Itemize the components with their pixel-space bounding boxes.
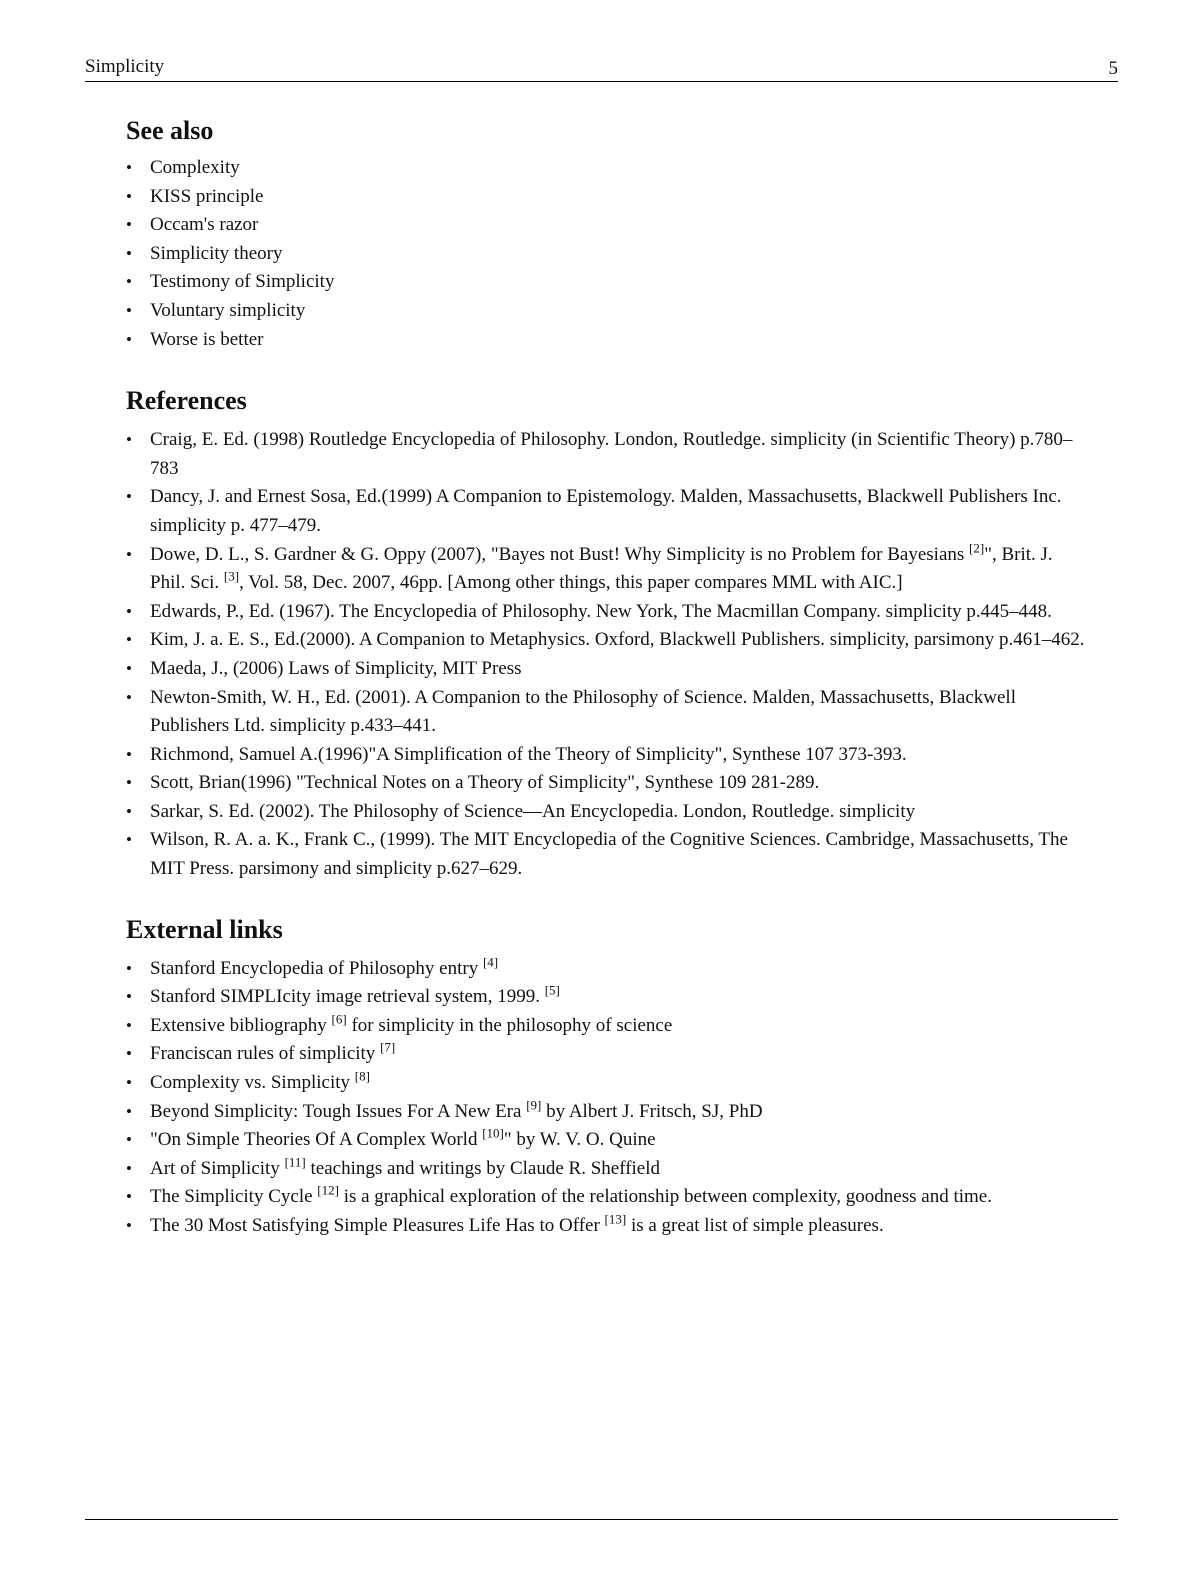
page-number: 5 [1108, 58, 1118, 79]
reference-text: Dowe, D. L., S. Gardner & G. Oppy (2007), "Bayes not Bust! Why Simplicity is no Problem for Bayesians [150, 543, 970, 565]
external-link-item[interactable] [126, 1069, 1086, 1098]
external-link-item[interactable] [126, 1212, 1086, 1241]
external-link-item[interactable] [126, 1126, 1086, 1155]
see-also-link[interactable]: Testimony of Simplicity [150, 271, 335, 293]
reference-item: • Edwards, P., Ed. (1967). The Encyclopedia of Philosophy. New York, The Macmillan Company. simplicity p.445–448. [126, 598, 1086, 627]
see-also-list [126, 154, 1086, 354]
reference-item: • Maeda, J., (2006) Laws of Simplicity, MIT Press [126, 655, 1086, 684]
see-also-section [126, 114, 1086, 354]
reference-item: • Wilson, R. A. a. K., Frank C., (1999). The MIT Encyclopedia of the Cognitive Sciences. Cambridge, Massachusetts, The MIT Press. parsimony and simplicity p.627–629. [126, 826, 1086, 883]
reference-item: • Scott, Brian(1996) "Technical Notes on a Theory of Simplicity", Synthese 109 281-289. [126, 769, 1086, 798]
external-link-item[interactable] [126, 955, 1086, 984]
external-link-text[interactable]: The Simplicity Cycle [150, 1186, 318, 1208]
reference-item: • Dancy, J. and Ernest Sosa, Ed.(1999) A Companion to Epistemology. Malden, Massachusetts, Blackwell Publishers Inc. simplicity p. 477–479. [126, 483, 1086, 540]
reference-item: • Kim, J. a. E. S., Ed.(2000). A Companion to Metaphysics. Oxford, Blackwell Publishers. simplicity, parsimony p.461–462. [126, 626, 1086, 655]
see-also-link[interactable]: Worse is better [150, 328, 264, 350]
see-also-link[interactable]: Simplicity theory [150, 242, 283, 264]
citation-link[interactable]: [9] [526, 1097, 542, 1113]
references-section [126, 384, 1086, 884]
external-link-text[interactable]: Beyond Simplicity: Tough Issues For A New Era [150, 1100, 527, 1122]
citation-link[interactable]: [3] [223, 568, 240, 584]
see-also-item-simplicity-theory[interactable] [126, 240, 1086, 269]
see-also-item-worse-is-better[interactable] [126, 326, 1086, 355]
citation-link[interactable]: [5] [544, 982, 560, 998]
citation-link[interactable]: [8] [354, 1068, 370, 1084]
see-also-item-occam[interactable] [126, 211, 1086, 240]
external-links-list [126, 955, 1086, 1241]
see-also-item-complexity[interactable] [126, 154, 1086, 183]
see-also-item-testimony[interactable] [126, 268, 1086, 297]
external-link-after: for simplicity in the philosophy of science [346, 1014, 673, 1036]
external-link-after: is a great list of simple pleasures. [626, 1215, 884, 1236]
external-link-text[interactable]: Extensive bibliography [150, 1014, 332, 1036]
external-link-text[interactable]: Complexity vs. Simplicity [150, 1072, 355, 1094]
external-link-after: is a graphical exploration of the relationship between complexity, goodness and time. [338, 1186, 992, 1208]
external-link-text[interactable]: Stanford SIMPLIcity image retrieval system, 1999. [150, 986, 545, 1008]
external-link-after: teachings and writings by Claude R. Sheffield [305, 1157, 661, 1179]
external-link-item[interactable] [126, 1155, 1086, 1184]
references-list [126, 426, 1086, 884]
external-link-after: " by W. V. O. Quine [503, 1129, 656, 1151]
page-footer-rule [85, 1519, 1118, 1520]
page-content [126, 114, 1086, 1241]
external-link-text[interactable]: "On Simple Theories Of A Complex World [150, 1129, 483, 1151]
external-link-item[interactable] [126, 1183, 1086, 1212]
see-also-heading: See also [126, 116, 214, 145]
see-also-item-voluntary[interactable] [126, 297, 1086, 326]
reference-item: • Newton-Smith, W. H., Ed. (2001). A Companion to the Philosophy of Science. Malden, Massachusetts, Blackwell Publishers Ltd. simplicity p.433–441. [126, 684, 1086, 741]
reference-item: • Richmond, Samuel A.(1996)"A Simplification of the Theory of Simplicity", Synthese 107 373-393. [126, 741, 1086, 770]
citation-link[interactable]: [6] [331, 1011, 347, 1027]
external-links-heading: External links [126, 914, 283, 944]
external-link-text[interactable]: Franciscan rules of simplicity [150, 1043, 381, 1065]
external-link-item[interactable] [126, 1098, 1086, 1127]
see-also-item-kiss[interactable] [126, 183, 1086, 212]
see-also-link[interactable]: KISS principle [150, 185, 264, 207]
see-also-link[interactable]: Occam's razor [150, 214, 259, 236]
external-link-text[interactable]: The 30 Most Satisfying Simple Pleasures Life Has to Offer [150, 1215, 605, 1236]
reference-item [126, 541, 1086, 598]
citation-link[interactable]: [12] [317, 1183, 339, 1199]
citation-link[interactable]: [11] [284, 1154, 306, 1170]
citation-link[interactable]: [10] [482, 1125, 504, 1141]
citation-link[interactable]: [13] [604, 1211, 627, 1227]
page-header [85, 54, 1118, 82]
citation-link[interactable]: [4] [482, 954, 499, 970]
reference-item: • Craig, E. Ed. (1998) Routledge Encyclopedia of Philosophy. London, Routledge. simplicity (in Scientific Theory) p.780–783 [126, 426, 1086, 483]
reference-text: , Vol. 58, Dec. 2007, 46pp. [Among other things, this paper compares MML with AIC.] [239, 572, 903, 594]
see-also-link[interactable]: Voluntary simplicity [150, 299, 306, 321]
external-link-item[interactable] [126, 983, 1086, 1012]
citation-link[interactable]: [2] [969, 540, 985, 556]
external-link-text[interactable]: Art of Simplicity [150, 1157, 285, 1179]
references-heading: References [126, 386, 247, 416]
external-links-section [126, 913, 1086, 1241]
external-link-item[interactable] [126, 1040, 1086, 1069]
external-link-item[interactable] [126, 1012, 1086, 1041]
running-title: Simplicity [85, 56, 165, 77]
reference-item: • Sarkar, S. Ed. (2002). The Philosophy of Science—An Encyclopedia. London, Routledge. simplicity [126, 798, 1086, 827]
external-link-after: by Albert J. Fritsch, SJ, PhD [541, 1100, 763, 1122]
citation-link[interactable]: [7] [380, 1040, 396, 1056]
reference-text: ", Brit. J. Phil. Sci. [150, 543, 1053, 594]
external-link-text[interactable]: Stanford Encyclopedia of Philosophy entry [150, 957, 483, 979]
see-also-link[interactable]: Complexity [150, 157, 240, 178]
